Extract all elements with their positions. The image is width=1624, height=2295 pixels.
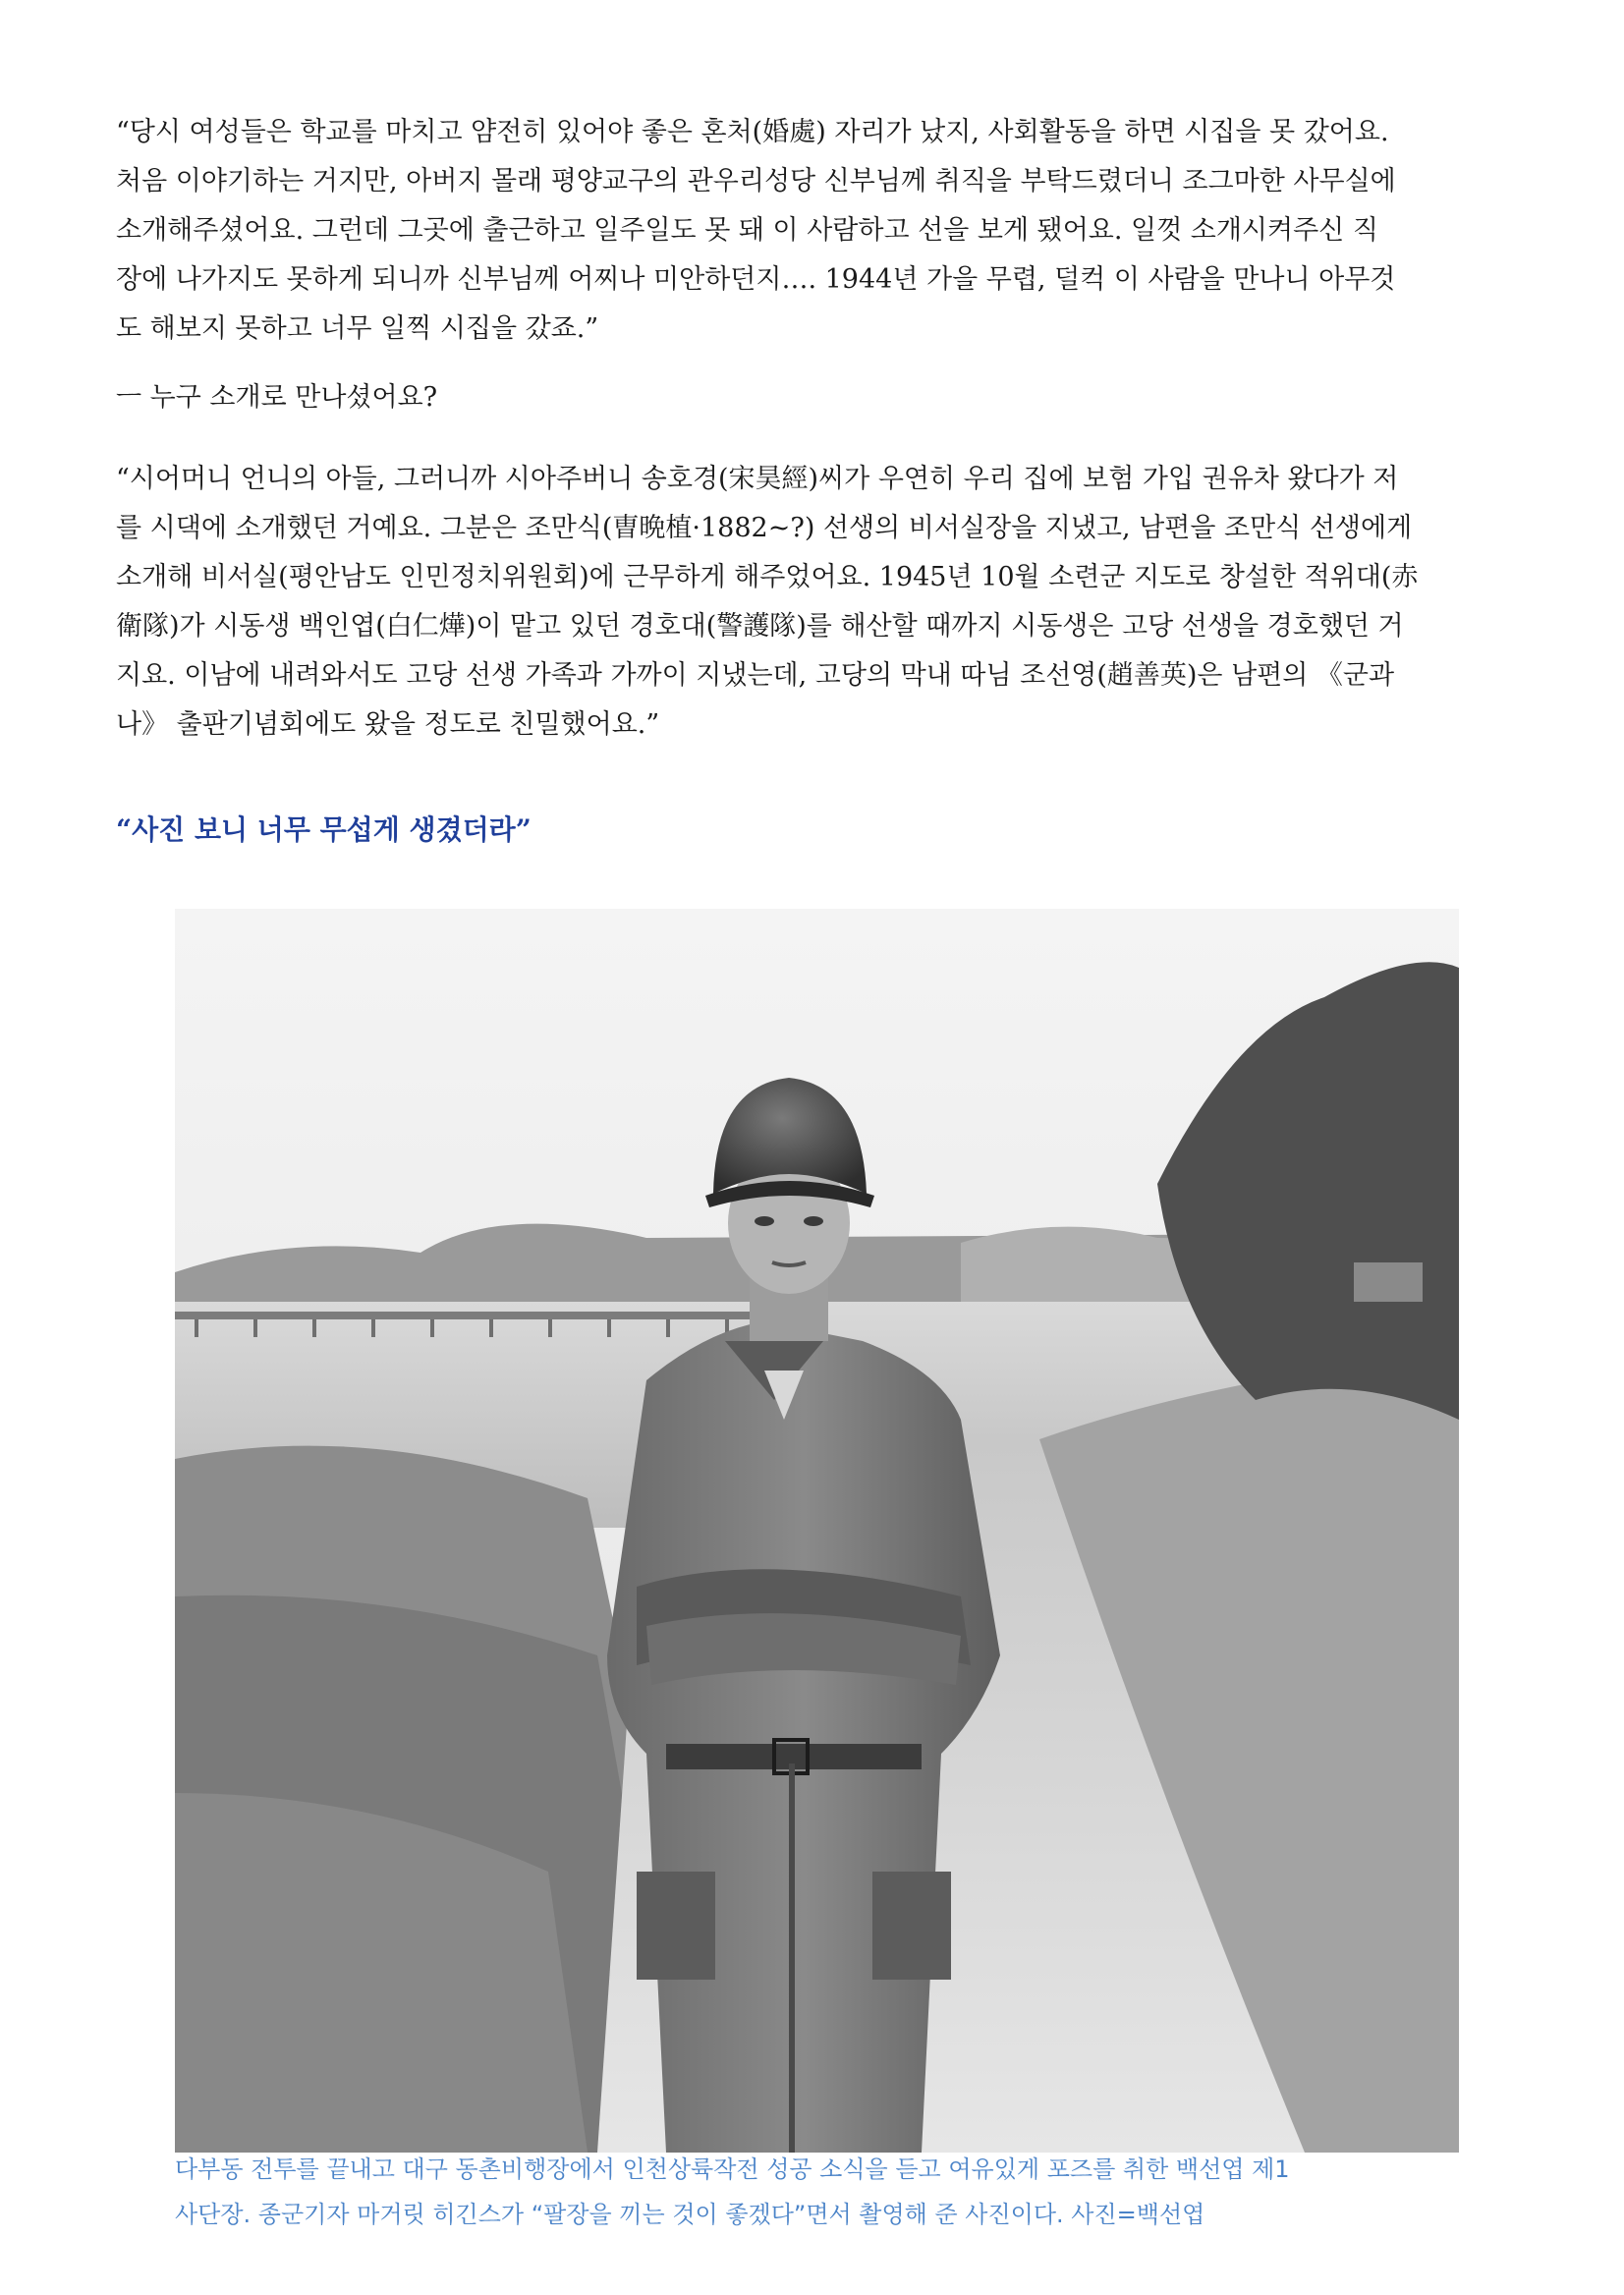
- paragraph-line: 衛隊)가 시동생 백인엽(白仁燁)이 맡고 있던 경호대(警護隊)를 해산할 때까지 시동생은 고당 선생을 경호했던 거: [116, 611, 1404, 642]
- paragraph-line: “시어머니 언니의 아들, 그러니까 시아주버니 송호경(宋昊經)씨가 우연히 우리 집에 보험 가입 권유차 왔다가 저: [116, 464, 1399, 494]
- paragraph-line: 를 시댁에 소개했던 거예요. 그분은 조만식(曺晩植·1882~?) 선생의 비서실장을 지냈고, 남편을 조만식 선생에게: [116, 513, 1413, 543]
- paragraph-line: 처음 이야기하는 거지만, 아버지 몰래 평양교구의 관우리성당 신부님께 취직을 부탁드렸더니 조그마한 사무실에: [116, 166, 1396, 196]
- interview-question: [116, 373, 1511, 422]
- interview-answer-paragraph-2: [116, 455, 1511, 750]
- paragraph-line: 지요. 이남에 내려와서도 고당 선생 가족과 가까이 지냈는데, 고당의 막내 따님 조선영(趙善英)은 남편의 《군과: [116, 660, 1395, 691]
- paragraph-line: 소개해주셨어요. 그런데 그곳에 출근하고 일주일도 못 돼 이 사람하고 선을 보게 됐어요. 일껏 소개시켜주신 직: [116, 215, 1378, 246]
- paragraph-line: 장에 나가지도 못하게 되니까 신부님께 어찌나 미안하던지…. 1944년 가을 무렵, 덜컥 이 사람을 만나니 아무것: [116, 264, 1396, 295]
- caption-line: 사단장. 종군기자 마거릿 히긴스가 “팔장을 끼는 것이 좋겠다”면서 촬영해 준 사진이다. 사진=백선엽: [175, 2201, 1205, 2228]
- paragraph-line: 나》 출판기념회에도 왔을 정도로 친밀했어요.”: [116, 709, 660, 740]
- soldier-photo-illustration: [175, 909, 1459, 2153]
- caption-line: 다부동 전투를 끝내고 대구 동촌비행장에서 인천상륙작전 성공 소식을 듣고 여유있게 포즈를 취한 백선엽 제1: [175, 2155, 1290, 2183]
- paragraph-line: 도 해보지 못하고 너무 일찍 시집을 갔죠.”: [116, 313, 599, 344]
- bridge: [175, 1312, 764, 1319]
- soldier-photo: [175, 909, 1459, 2153]
- photo-caption: [175, 2147, 1491, 2237]
- interview-answer-paragraph-1: [116, 108, 1511, 354]
- distant-house: [1354, 1262, 1423, 1302]
- question-line: ㅡ 누구 소개로 만나셨어요?: [116, 382, 438, 413]
- section-heading: “사진 보니 너무 무섭게 생겼더라”: [116, 813, 532, 846]
- paragraph-line: 소개해 비서실(평안남도 인민정치위원회)에 근무하게 해주었어요. 1945년 10월 소련군 지도로 창설한 적위대(赤: [116, 562, 1419, 592]
- paragraph-line: “당시 여성들은 학교를 마치고 얌전히 있어야 좋은 혼처(婚處) 자리가 났지, 사회활동을 하면 시집을 못 갔어요.: [116, 117, 1389, 147]
